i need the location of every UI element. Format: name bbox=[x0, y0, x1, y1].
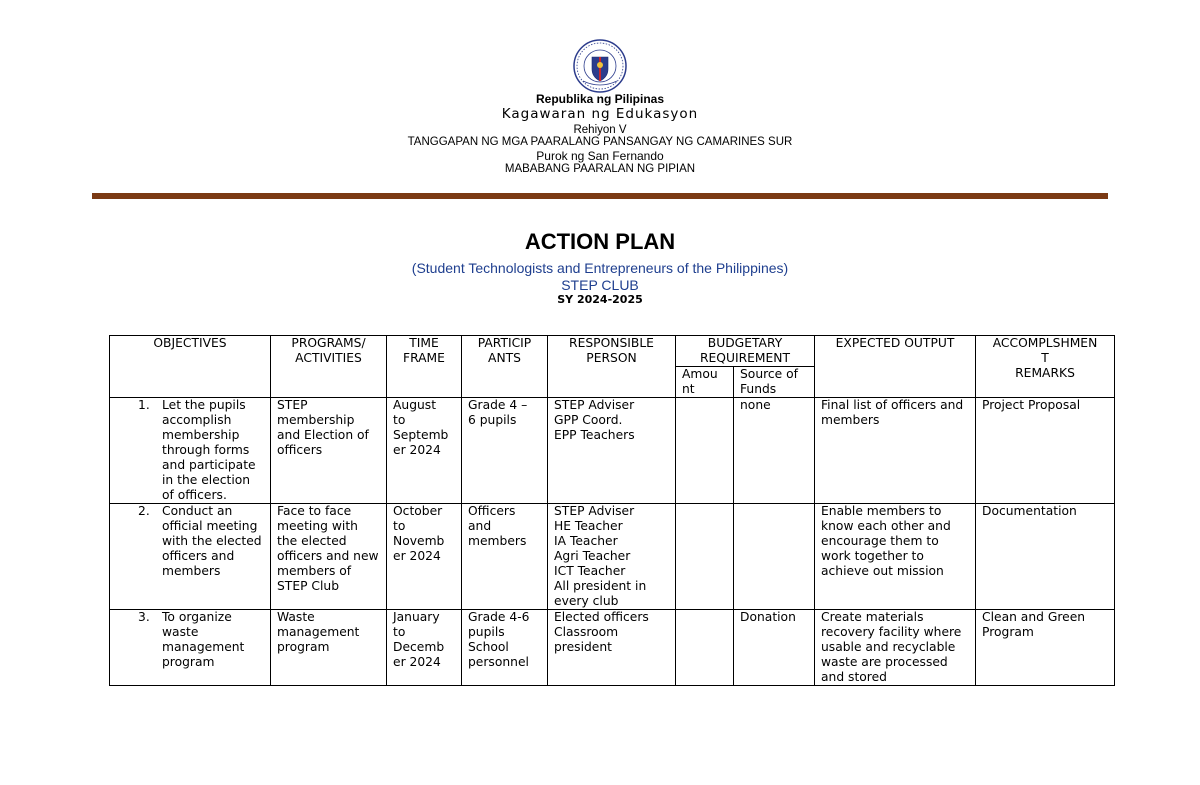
row-number: 3. bbox=[138, 610, 150, 624]
header-republic: Republika ng Pilipinas bbox=[535, 92, 665, 106]
header-remarks: ACCOMPLSHMEN T REMARKS bbox=[976, 336, 1115, 398]
club-name: STEP CLUB bbox=[561, 277, 639, 293]
page-subtitle: (Student Technologists and Entrepreneurs of the Philippines) bbox=[411, 260, 789, 276]
header-responsible: RESPONSIBLE PERSON bbox=[548, 336, 676, 398]
expected-cell: Enable members to know each other and encourage them to work together to achieve out mission bbox=[815, 504, 976, 610]
objective-cell bbox=[110, 398, 271, 504]
objective-text: To organize waste management program bbox=[162, 610, 245, 669]
header-time-frame: TIME FRAME bbox=[387, 336, 462, 398]
program-cell: Waste management program bbox=[271, 610, 387, 686]
objective-cell bbox=[110, 610, 271, 686]
responsible-cell: STEP Adviser HE Teacher IA Teacher Agri Teacher ICT Teacher All president in every club bbox=[548, 504, 676, 610]
header-amount: Amou nt bbox=[676, 367, 734, 398]
header-district: Purok ng San Fernando bbox=[536, 149, 664, 163]
row-number: 2. bbox=[138, 504, 150, 518]
source-cell bbox=[734, 504, 815, 610]
objective-text: Let the pupils accomplish membership through forms and participate in the election of officers. bbox=[162, 398, 256, 502]
participants-cell: Grade 4 – 6 pupils bbox=[462, 398, 548, 504]
program-cell: Face to face meeting with the elected officers and new members of STEP Club bbox=[271, 504, 387, 610]
action-plan-table bbox=[109, 335, 1115, 686]
header-expected: EXPECTED OUTPUT bbox=[815, 336, 976, 398]
source-cell: Donation bbox=[734, 610, 815, 686]
responsible-cell: STEP Adviser GPP Coord. EPP Teachers bbox=[548, 398, 676, 504]
participants-cell: Officers and members bbox=[462, 504, 548, 610]
amount-cell bbox=[676, 504, 734, 610]
participants-cell: Grade 4-6 pupils School personnel bbox=[462, 610, 548, 686]
program-cell: STEP membership and Election of officers bbox=[271, 398, 387, 504]
header-division: TANGGAPAN NG MGA PAARALANG PANSANGAY NG CAMARINES SUR bbox=[407, 136, 793, 148]
remarks-cell: Project Proposal bbox=[976, 398, 1115, 504]
header-budget: BUDGETARY REQUIREMENT bbox=[676, 336, 815, 367]
remarks-cell: Documentation bbox=[976, 504, 1115, 610]
header-objectives: OBJECTIVES bbox=[110, 336, 271, 398]
header-divider bbox=[92, 193, 1108, 199]
row-number: 1. bbox=[138, 398, 150, 412]
header-department: Kagawaran ng Edukasyon bbox=[501, 106, 699, 122]
expected-cell: Final list of officers and members bbox=[815, 398, 976, 504]
time-frame-cell: August to Septemb er 2024 bbox=[387, 398, 462, 504]
table-row bbox=[110, 504, 1115, 610]
header-participants: PARTICIP ANTS bbox=[462, 336, 548, 398]
expected-cell: Create materials recovery facility where usable and recyclable waste are processed and stored bbox=[815, 610, 976, 686]
table-row bbox=[110, 610, 1115, 686]
amount-cell bbox=[676, 610, 734, 686]
header-region: Rehiyon V bbox=[573, 124, 627, 136]
remarks-cell: Clean and Green Program bbox=[976, 610, 1115, 686]
objective-text: Conduct an official meeting with the elected officers and members bbox=[162, 504, 262, 578]
objective-cell bbox=[110, 504, 271, 610]
responsible-cell: Elected officers Classroom president bbox=[548, 610, 676, 686]
time-frame-cell: October to Novemb er 2024 bbox=[387, 504, 462, 610]
deped-seal-logo bbox=[573, 39, 627, 93]
header-school: MABABANG PAARALAN NG PIPIAN bbox=[504, 163, 696, 175]
time-frame-cell: January to Decemb er 2024 bbox=[387, 610, 462, 686]
source-cell: none bbox=[734, 398, 815, 504]
school-year: SY 2024-2025 bbox=[557, 293, 643, 306]
amount-cell bbox=[676, 398, 734, 504]
table-row bbox=[110, 398, 1115, 504]
page-title: ACTION PLAN bbox=[524, 229, 676, 254]
header-source: Source of Funds bbox=[734, 367, 815, 398]
header-programs: PROGRAMS/ ACTIVITIES bbox=[271, 336, 387, 398]
